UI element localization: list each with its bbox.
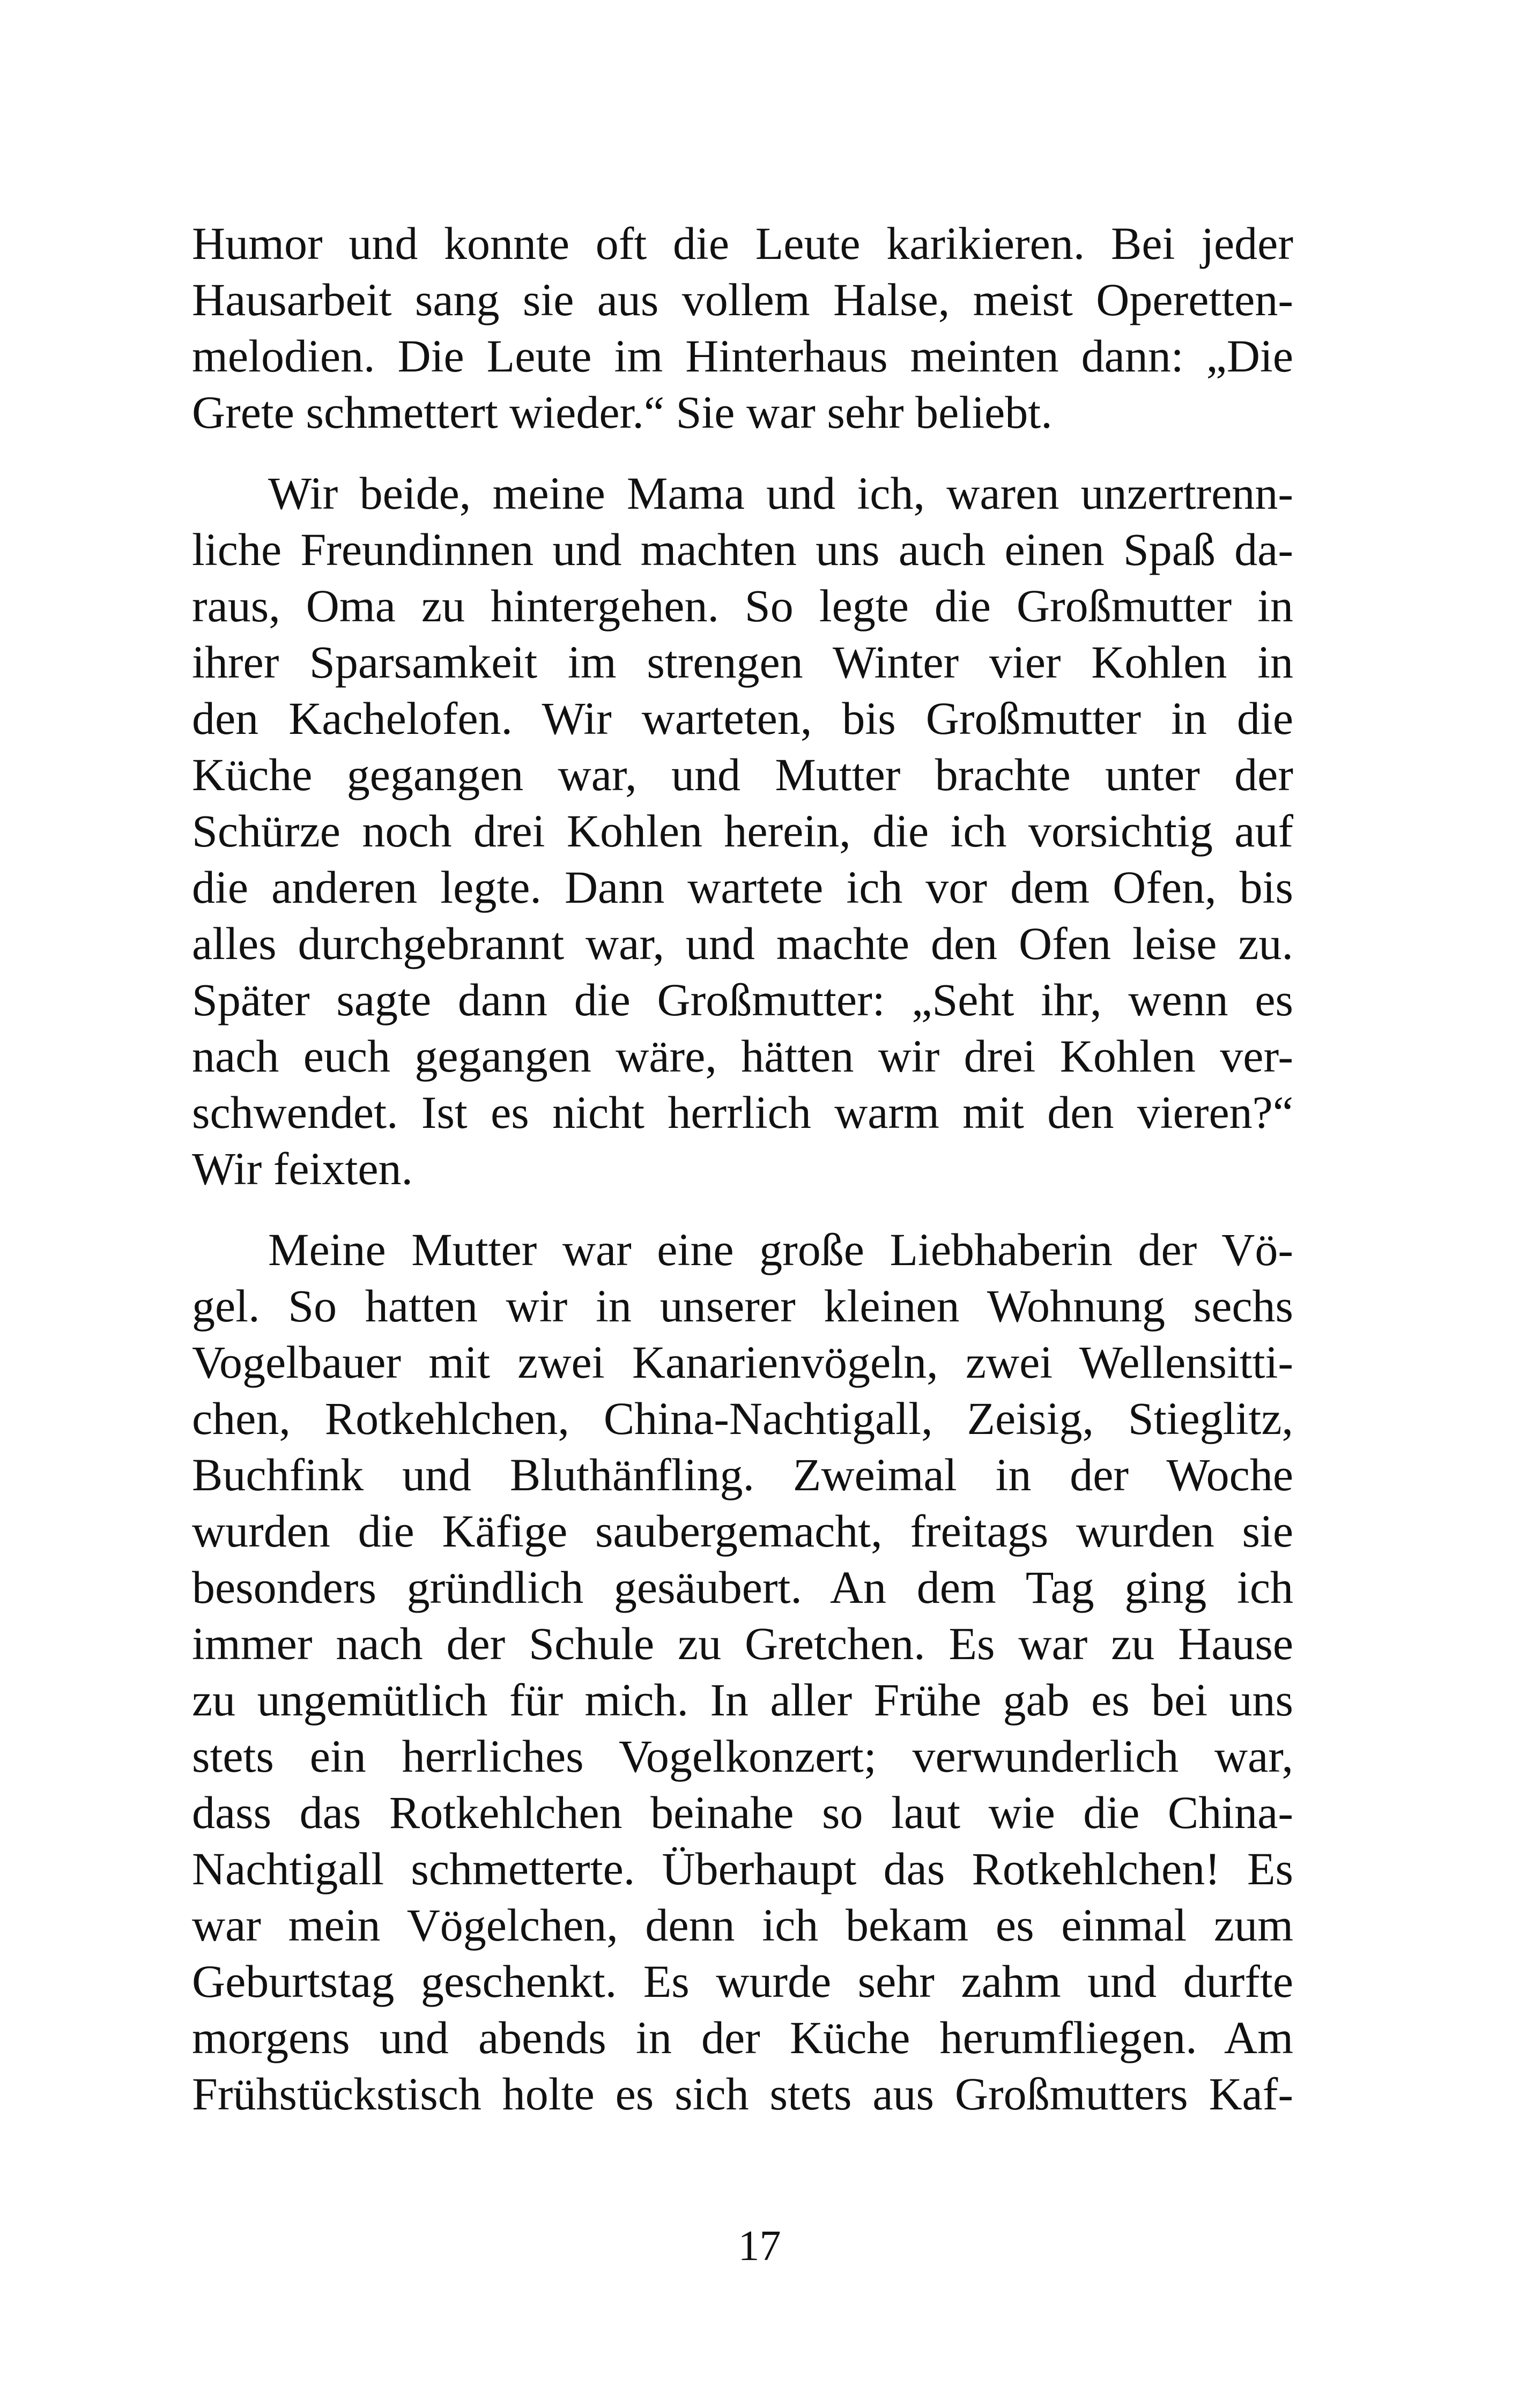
text-line: Küche gegangen war, und Mutter brachte unter der [192, 749, 1293, 800]
text-line: Meine Mutter war eine große Liebhaberin der Vö- [268, 1224, 1293, 1275]
text-line: die anderen legte. Dann wartete ich vor dem Ofen, bis [192, 861, 1293, 913]
text-line: chen, Rotkehlchen, China-Nachtigall, Zeisig, Stieglitz, [192, 1393, 1293, 1444]
text-line: immer nach der Schule zu Gretchen. Es war zu Hause [192, 1618, 1293, 1669]
text-line: den Kachelofen. Wir warteten, bis Großmutter in die [192, 693, 1293, 744]
body-text [192, 215, 1293, 2122]
text-line: morgens und abends in der Küche herumfliegen. Am [192, 2012, 1293, 2063]
text-line: besonders gründlich gesäubert. An dem Tag ging ich [192, 1562, 1293, 1613]
paragraph-2 [192, 465, 1293, 1197]
text-line: raus, Oma zu hintergehen. So legte die Großmutter in [192, 580, 1293, 631]
text-line: Geburtstag geschenkt. Es wurde sehr zahm und durfte [192, 1956, 1293, 2007]
text-line: Später sagte dann die Großmutter: „Seht ihr, wenn es [192, 974, 1293, 1025]
text-line: alles durchgebrannt war, und machte den Ofen leise zu. [192, 918, 1293, 969]
text-line: Grete schmettert wieder.“ Sie war sehr beliebt. [192, 387, 1053, 438]
text-line: Wir feixten. [192, 1143, 413, 1194]
text-line: melodien. Die Leute im Hinterhaus meinten dann: „Die [192, 330, 1293, 382]
text-line: schwendet. Ist es nicht herrlich warm mit den vieren?“ [192, 1087, 1293, 1138]
text-line: Frühstückstisch holte es sich stets aus Großmutters Kaf- [192, 2068, 1293, 2120]
text-line: Vogelbauer mit zwei Kanarienvögeln, zwei Wellensitti- [192, 1336, 1293, 1388]
text-line: Wir beide, meine Mama und ich, waren unzertrenn- [268, 467, 1293, 519]
text-line: Humor und konnte oft die Leute karikieren. Bei jeder [192, 218, 1293, 269]
text-line: Nachtigall schmetterte. Überhaupt das Rotkehlchen! Es [192, 1843, 1293, 1894]
text-line: Buchfink und Bluthänfling. Zweimal in der Woche [192, 1449, 1293, 1500]
text-line: ihrer Sparsamkeit im strengen Winter vier Kohlen in [192, 636, 1293, 688]
text-line: dass das Rotkehlchen beinahe so laut wie die China- [192, 1787, 1293, 1838]
text-line: war mein Vögelchen, denn ich bekam es einmal zum [192, 1899, 1293, 1951]
text-line: Hausarbeit sang sie aus vollem Halse, meist Operetten- [192, 274, 1293, 325]
text-line: Schürze noch drei Kohlen herein, die ich vorsichtig auf [192, 805, 1293, 857]
text-line: liche Freundinnen und machten uns auch einen Spaß da- [192, 524, 1293, 575]
text-line: stets ein herrliches Vogelkonzert; verwunderlich war, [192, 1730, 1293, 1782]
text-line: nach euch gegangen wäre, hätten wir drei Kohlen ver- [192, 1030, 1293, 1082]
text-line: zu ungemütlich für mich. In aller Frühe gab es bei uns [192, 1674, 1293, 1726]
text-line: wurden die Käfige saubergemacht, freitags wurden sie [192, 1505, 1293, 1557]
paragraph-1 [192, 215, 1293, 441]
text-line: gel. So hatten wir in unserer kleinen Wohnung sechs [192, 1280, 1293, 1332]
paragraph-3 [192, 1222, 1293, 2122]
page-number: 17 [738, 2223, 781, 2270]
